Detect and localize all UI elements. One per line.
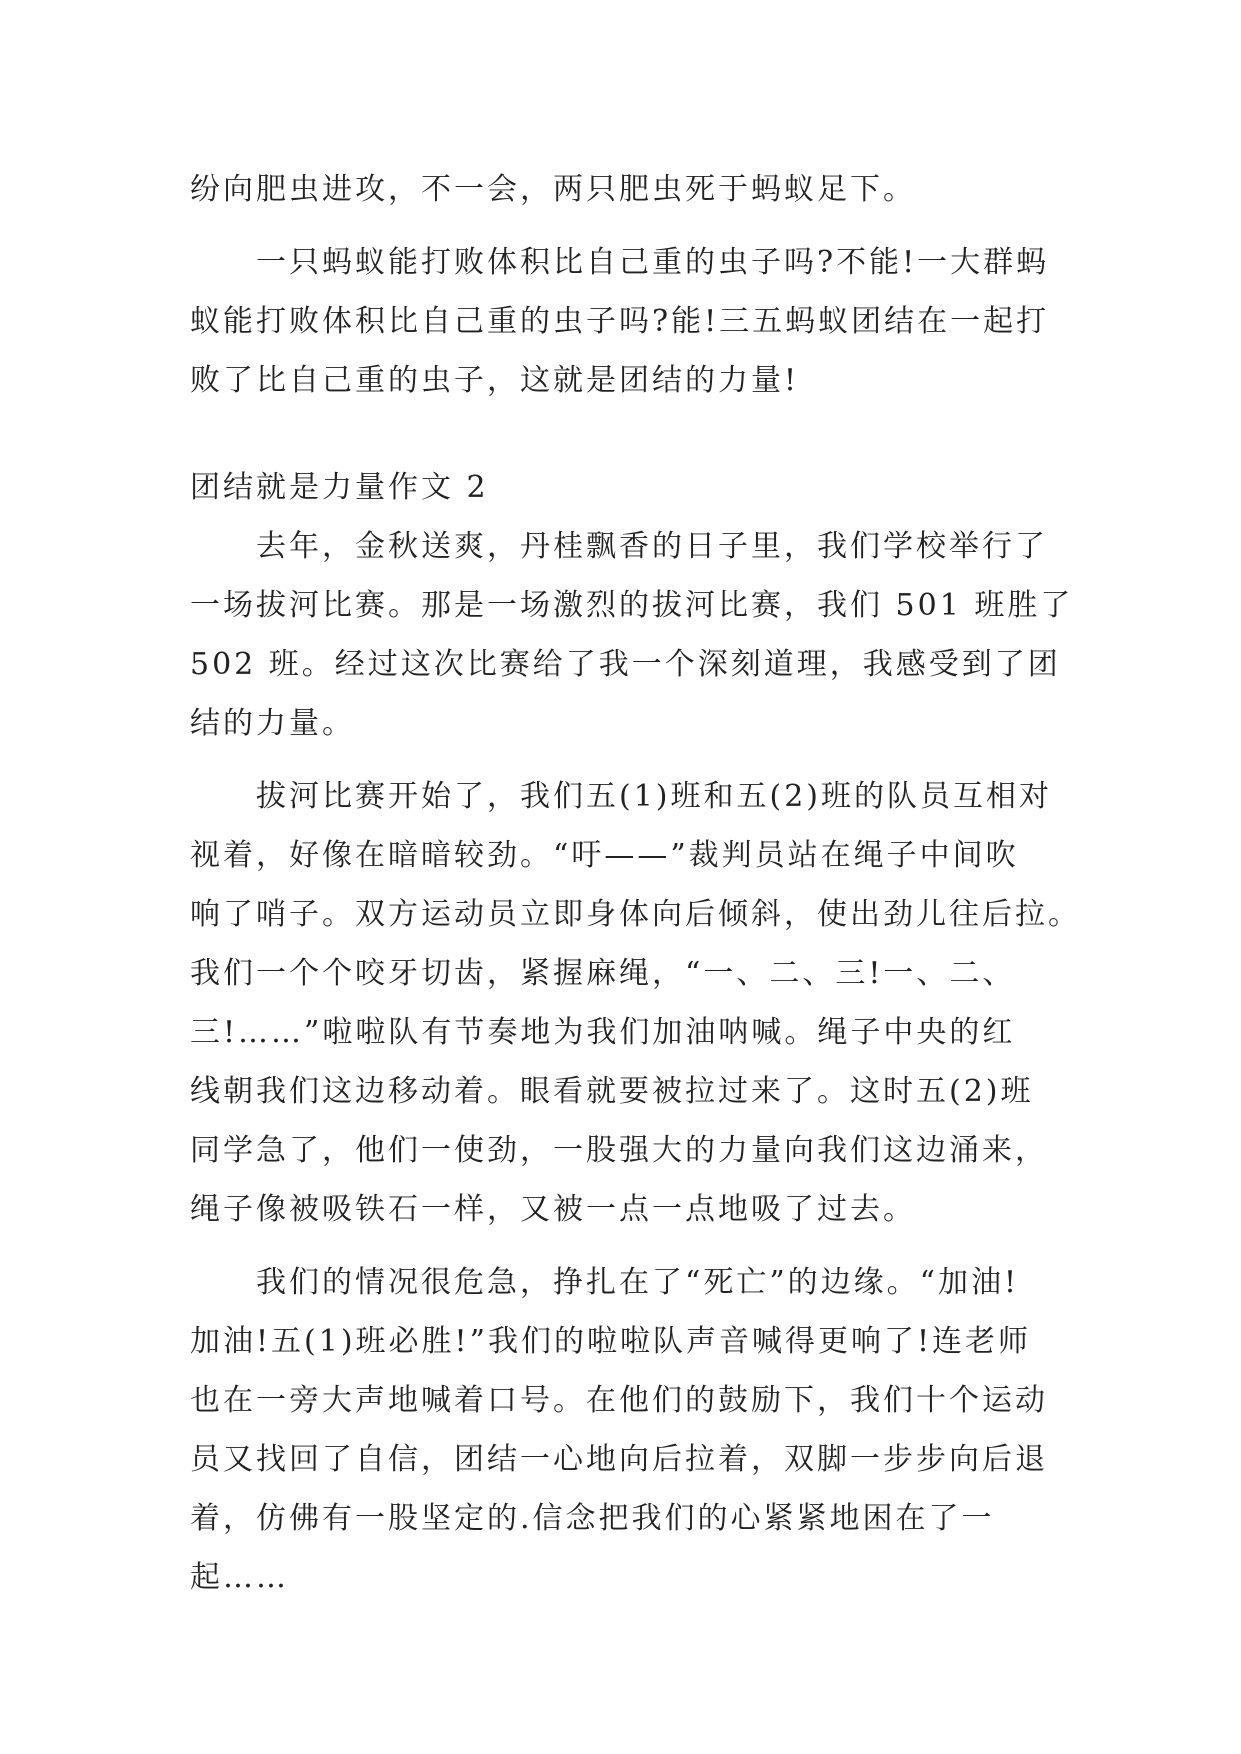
text-line: 502 班。经过这次比赛给了我一个深刻道理，我感受到了团 — [190, 647, 1061, 682]
text-line: 起…… — [190, 1560, 289, 1595]
paragraph-continuation — [190, 160, 1060, 219]
text-line: 绳子像被吸铁石一样，又被一点一点地吸了过去。 — [190, 1192, 916, 1227]
paragraph-ant-question — [190, 233, 1060, 410]
text-line: 也在一旁大声地喊着口号。在他们的鼓励下，我们十个运动 — [190, 1383, 1048, 1418]
text-line: 加油!五(1)班必胜!”我们的啦啦队声音喊得更响了!连老师 — [190, 1324, 1031, 1359]
text-line: 去年，金秋送爽，丹桂飘香的日子里，我们学校举行了 — [256, 529, 1048, 564]
text-line: 同学急了，他们一使劲，一股强大的力量向我们这边涌来， — [190, 1133, 1048, 1168]
text-line: 三!……”啦啦队有节奏地为我们加油呐喊。绳子中央的红 — [190, 1015, 1016, 1050]
text-line: 响了哨子。双方运动员立即身体向后倾斜，使出劲儿往后拉。 — [190, 897, 1081, 932]
text-line: 一场拔河比赛。那是一场激烈的拔河比赛，我们 501 班胜了 — [190, 588, 1074, 623]
text-line: 视着，好像在暗暗较劲。“吁——”裁判员站在绳子中间吹 — [190, 838, 1019, 873]
essay-heading: 团结就是力量作文 2 — [190, 470, 489, 505]
article-body — [190, 160, 1081, 1607]
paragraph-comeback — [190, 1253, 1060, 1607]
text-line: 线朝我们这边移动着。眼看就要被拉过来了。这时五(2)班 — [190, 1074, 1034, 1109]
text-line: 败了比自己重的虫子，这就是团结的力量! — [190, 363, 800, 398]
text-line: 一只蚂蚁能打败体积比自己重的虫子吗?不能!一大群蚂 — [256, 245, 1050, 280]
text-line: 我们一个个咬牙切齿，紧握麻绳，“一、二、三!一、二、 — [190, 956, 1016, 991]
paragraph-intro — [190, 517, 1074, 753]
text-line: 拔河比赛开始了，我们五(1)班和五(2)班的队员互相对 — [256, 779, 1052, 814]
text-line: 着，仿佛有一股坚定的.信念把我们的心紧紧地困在了一 — [190, 1501, 995, 1536]
text-line: 蚁能打败体积比自己重的虫子吗?能!三五蚂蚁团结在一起打 — [190, 304, 1050, 339]
paragraph-match-start — [190, 767, 1081, 1239]
text-line: 结的力量。 — [190, 706, 355, 741]
text-line: 员又找回了自信，团结一心地向后拉着，双脚一步步向后退 — [190, 1442, 1048, 1477]
text-line: 纷向肥虫进攻，不一会，两只肥虫死于蚂蚁足下。 — [190, 172, 916, 207]
text-line: 我们的情况很危急，挣扎在了“死亡”的边缘。“加油! — [256, 1265, 1020, 1300]
